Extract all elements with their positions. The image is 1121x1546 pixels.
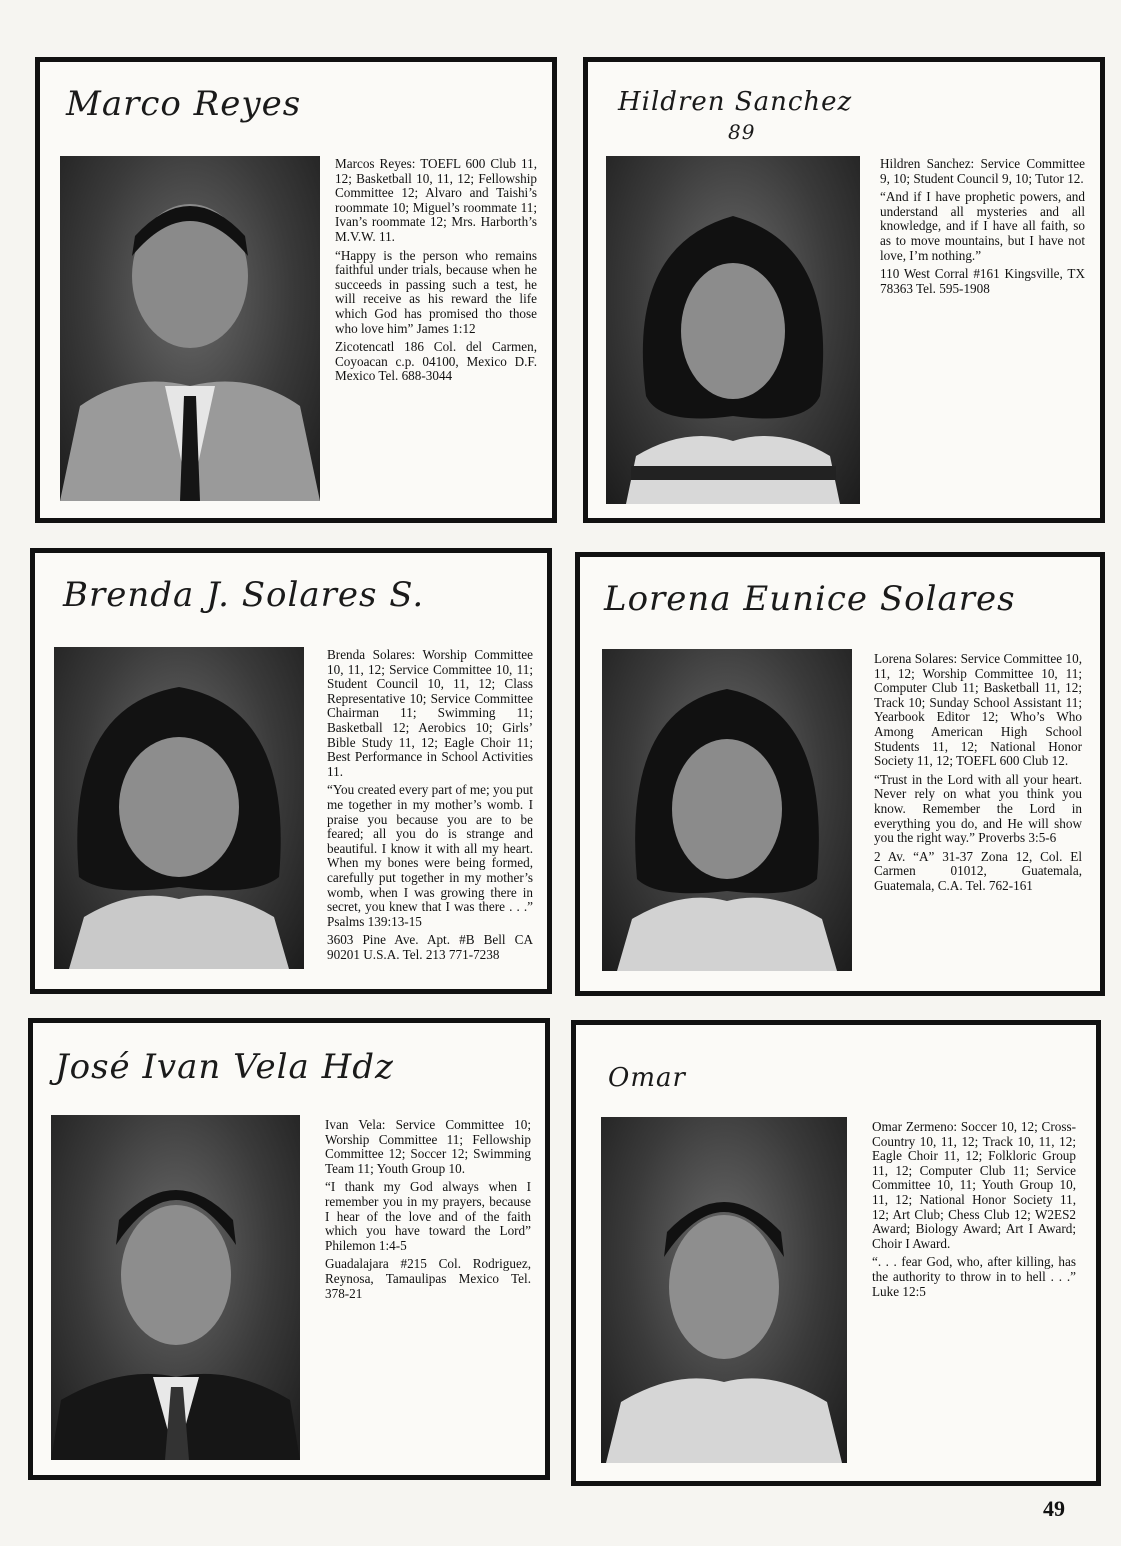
student-bio — [325, 1118, 531, 1305]
student-portrait — [60, 156, 320, 501]
student-card-ivan-vela — [28, 1018, 550, 1480]
signature: Hildren Sanchez — [618, 87, 853, 117]
student-portrait — [601, 1117, 847, 1463]
signature: Lorena Eunice Solares — [604, 579, 1016, 619]
activities-text: Hildren Sanchez: Service Committee 9, 10; Student Council 9, 10; Tutor 12. — [880, 156, 1085, 186]
student-card-brenda-solares — [30, 548, 552, 994]
student-bio — [327, 648, 533, 966]
activities-text: Marcos Reyes: TOEFL 600 Club 11, 12; Basketball 10, 11, 12; Fellowship Committee 12; Alvaro and Taishi’s roommate 10; Miguel’s roommate 11; Ivan’s roommate 12; Mrs. Harborth’s M.V.W. 11. — [335, 156, 537, 244]
student-portrait — [602, 649, 852, 971]
quote-text: “You created every part of me; you put me together in my mother’s womb. I praise you because you are to be feared; all you do is strange and beautiful. I know it with all my heart. When my bones were being formed, carefully put together in my mother’s womb, when I was growing there in secret, you knew that I was there . . .” Psalms 139:13-15 — [327, 782, 533, 929]
signature-date: 89 — [728, 120, 756, 144]
activities-text: Omar Zermeno: Soccer 10, 12; Cross-Country 10, 11, 12; Track 10, 11, 12; Eagle Choir 11, 12; Folkloric Group 11, 12; Computer Club 11; Service Committee 10, 11; Youth Group 10, 11, 12; National Honor Society 11, 12; Art Club; Chess Club 12; W2ES2 Award; Biology Award; Art I Award; Choir I Award. — [872, 1119, 1076, 1251]
activities-text: Brenda Solares: Worship Committee 10, 11, 12; Service Committee 10, 11; Student Council 10, 11, 12; Class Representative 10; Service Committee Chairman 11; Swimming 11; Basketball 12; Aerobics 10; Girls’ Bible Study 11, 12; Eagle Choir 11; Best Performance in School Activities 11. — [327, 647, 533, 779]
address-text: 110 West Corral #161 Kingsville, TX 78363 Tel. 595-1908 — [880, 266, 1085, 296]
signature: Brenda J. Solares S. — [63, 575, 425, 615]
quote-text: “Happy is the person who remains faithful under trials, because when he succeeds in passing such a test, he will receive as his reward the life which God has promised tho those who love him” James 1:12 — [335, 247, 537, 336]
student-bio — [874, 652, 1082, 898]
student-card-lorena-solares — [575, 552, 1105, 996]
activities-text: Lorena Solares: Service Committee 10, 11, 12; Worship Committee 10, 11; Computer Club 11; Basketball 11, 12; Track 10; Sunday School Assistant 11; Yearbook Editor 12; Who’s Who Among American High School Students 11, 12; National Honor Society 11, 12; TOEFL 600 Club 12. — [874, 651, 1082, 769]
quote-text: “I thank my God always when I remember you in my prayers, because I hear of the love and of the faith which you have toward the Lord” Philemon 1:4-5 — [325, 1179, 531, 1253]
address-text: 2 Av. “A” 31-37 Zona 12, Col. El Carmen 01012, Guatemala, Guatemala, C.A. Tel. 762-161 — [874, 848, 1082, 893]
signature: José Ivan Vela Hdz — [55, 1047, 394, 1087]
student-portrait — [606, 156, 860, 504]
address-text: Zicotencatl 186 Col. del Carmen, Coyoacan c.p. 04100, Mexico D.F. Mexico Tel. 688-3044 — [335, 339, 537, 384]
quote-text: “Trust in the Lord with all your heart. Never rely on what you think you know. Remember the Lord in everything you do, and He will show you the right way.” Proverbs 3:5-6 — [874, 771, 1082, 846]
quote-text: “. . . fear God, who, after killing, has the authority to throw in to hell . . .” Luke 12:5 — [872, 1254, 1076, 1299]
student-bio — [872, 1120, 1076, 1303]
address-text: Guadalajara #215 Col. Rodriguez, Reynosa, Tamaulipas Mexico Tel. 378-21 — [325, 1256, 531, 1301]
student-card-omar-zermeno — [571, 1020, 1101, 1486]
activities-text: Ivan Vela: Service Committee 10; Worship Committee 11; Fellowship Committee 12; Soccer 12; Swimming Team 11; Youth Group 10. — [325, 1117, 531, 1176]
student-bio — [880, 157, 1085, 300]
student-portrait — [54, 647, 304, 969]
address-text: 3603 Pine Ave. Apt. #B Bell CA 90201 U.S.A. Tel. 213 771-7238 — [327, 932, 533, 962]
student-card-marcos-reyes — [35, 57, 557, 523]
signature: Omar — [608, 1063, 686, 1093]
student-card-hildren-sanchez — [583, 57, 1105, 523]
page-number: 49 — [1043, 1496, 1065, 1521]
quote-text: “And if I have prophetic powers, and understand all mysteries and all knowledge, and if I have all faith, so as to move mountains, but I have not love, I’m nothing.” — [880, 189, 1085, 263]
student-bio — [335, 157, 537, 388]
student-portrait — [51, 1115, 300, 1460]
signature: Marco Reyes — [66, 84, 302, 124]
